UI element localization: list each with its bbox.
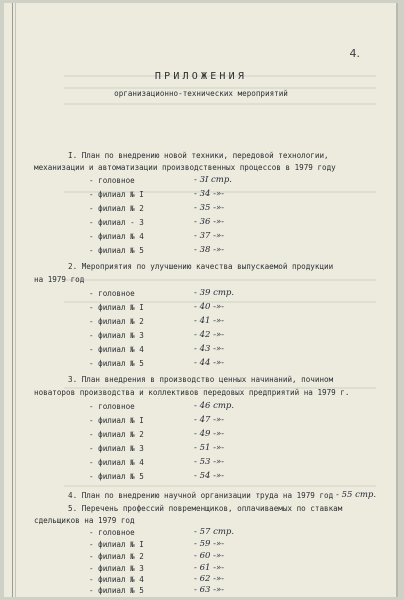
document-title: ПРИЛОЖЕНИЯ [154, 71, 248, 82]
item-page-handwritten: - 62 -»- [194, 574, 225, 584]
item-label: - филиал № I [89, 190, 144, 199]
item-page-handwritten: - 44 -»- [194, 358, 225, 368]
item-page-handwritten: - 49 -»- [194, 429, 225, 439]
item-page-handwritten: - 42 -»- [194, 330, 225, 340]
section-heading: 4. План по внедрению научной организации труда на 1979 год [68, 491, 334, 500]
item-page-handwritten: - 47 -»- [194, 415, 225, 425]
item-label: - головное [89, 402, 135, 411]
item-label: - головное [89, 528, 135, 537]
item-page-handwritten: - 55 стр. [336, 490, 377, 500]
item-page-handwritten: - 36 -»- [194, 217, 225, 227]
item-label: - филиал № 3 [89, 564, 144, 573]
item-page-handwritten: - 39 стр. [194, 288, 235, 298]
show-through [64, 279, 376, 281]
item-label: - филиал № 4 [89, 345, 144, 354]
document-page [4, 3, 398, 597]
item-label: - филиал № 4 [89, 232, 144, 241]
item-page-handwritten: - 61 -»- [194, 563, 225, 573]
item-page-handwritten: - 41 -»- [194, 316, 225, 326]
item-label: - филиал № 3 [89, 331, 144, 340]
item-label: - филиал № 2 [89, 317, 144, 326]
item-label: - головное [89, 289, 135, 298]
item-label: - филиал № 2 [89, 204, 144, 213]
item-label: - филиал № 5 [89, 246, 144, 255]
item-page-handwritten: - 3I стр. [194, 175, 233, 185]
section-heading: 5. Перечень профессий повременщиков, оплачиваемых по ставкам [68, 504, 343, 513]
section-heading: сдельщиков на 1979 год [34, 516, 135, 525]
item-page-handwritten: - 63 -»- [194, 585, 225, 595]
section-heading: 2. Мероприятия по улучшению качества выпускаемой продукции [68, 262, 334, 271]
item-label: - филиал № I [89, 416, 144, 425]
item-label: - филиал № 5 [89, 586, 144, 595]
item-page-handwritten: - 38 -»- [194, 245, 225, 255]
item-label: - филиал № 2 [89, 430, 144, 439]
item-label: - филиал № 3 [89, 444, 144, 453]
section-heading: 3. План внедрения в производство ценных начинаний, почином [68, 375, 334, 384]
item-page-handwritten: - 37 -»- [194, 231, 225, 241]
item-label: - филиал № 5 [89, 472, 144, 481]
item-page-handwritten: - 59 -»- [194, 539, 225, 549]
item-label: - филиал № I [89, 303, 144, 312]
item-label: - филиал - 3 [89, 218, 144, 227]
item-page-handwritten: - 35 -»- [194, 203, 225, 213]
item-label: - филиал № 2 [89, 552, 144, 561]
page-number: 4. [349, 47, 360, 60]
item-label: - филиал № 4 [89, 575, 144, 584]
item-page-handwritten: - 34 -»- [194, 189, 225, 199]
item-label: - филиал № 4 [89, 458, 144, 467]
section-heading: механизации и автоматизации производственных процессов в 1979 году [34, 163, 336, 172]
item-page-handwritten: - 43 -»- [194, 344, 225, 354]
item-page-handwritten: - 53 -»- [194, 457, 225, 467]
item-page-handwritten: - 51 -»- [194, 443, 225, 453]
item-page-handwritten: - 40 -»- [194, 302, 225, 312]
section-heading: новаторов производства и коллективов передовых предприятий на 1979 г. [34, 388, 350, 397]
document-subtitle: организационно-технических мероприятий [114, 89, 288, 98]
item-label: - головное [89, 176, 135, 185]
show-through [64, 485, 376, 487]
item-page-handwritten: - 57 стр. [194, 527, 235, 537]
item-page-handwritten: - 46 стр. [194, 401, 235, 411]
item-page-handwritten: - 54 -»- [194, 471, 225, 481]
item-label: - филиал № I [89, 540, 144, 549]
item-label: - филиал № 5 [89, 359, 144, 368]
show-through [64, 103, 376, 105]
item-page-handwritten: - 60 -»- [194, 551, 225, 561]
section-heading: на 1979 год [34, 275, 85, 284]
section-heading: I. План по внедрению новой техники, передовой технологии, [68, 151, 329, 160]
